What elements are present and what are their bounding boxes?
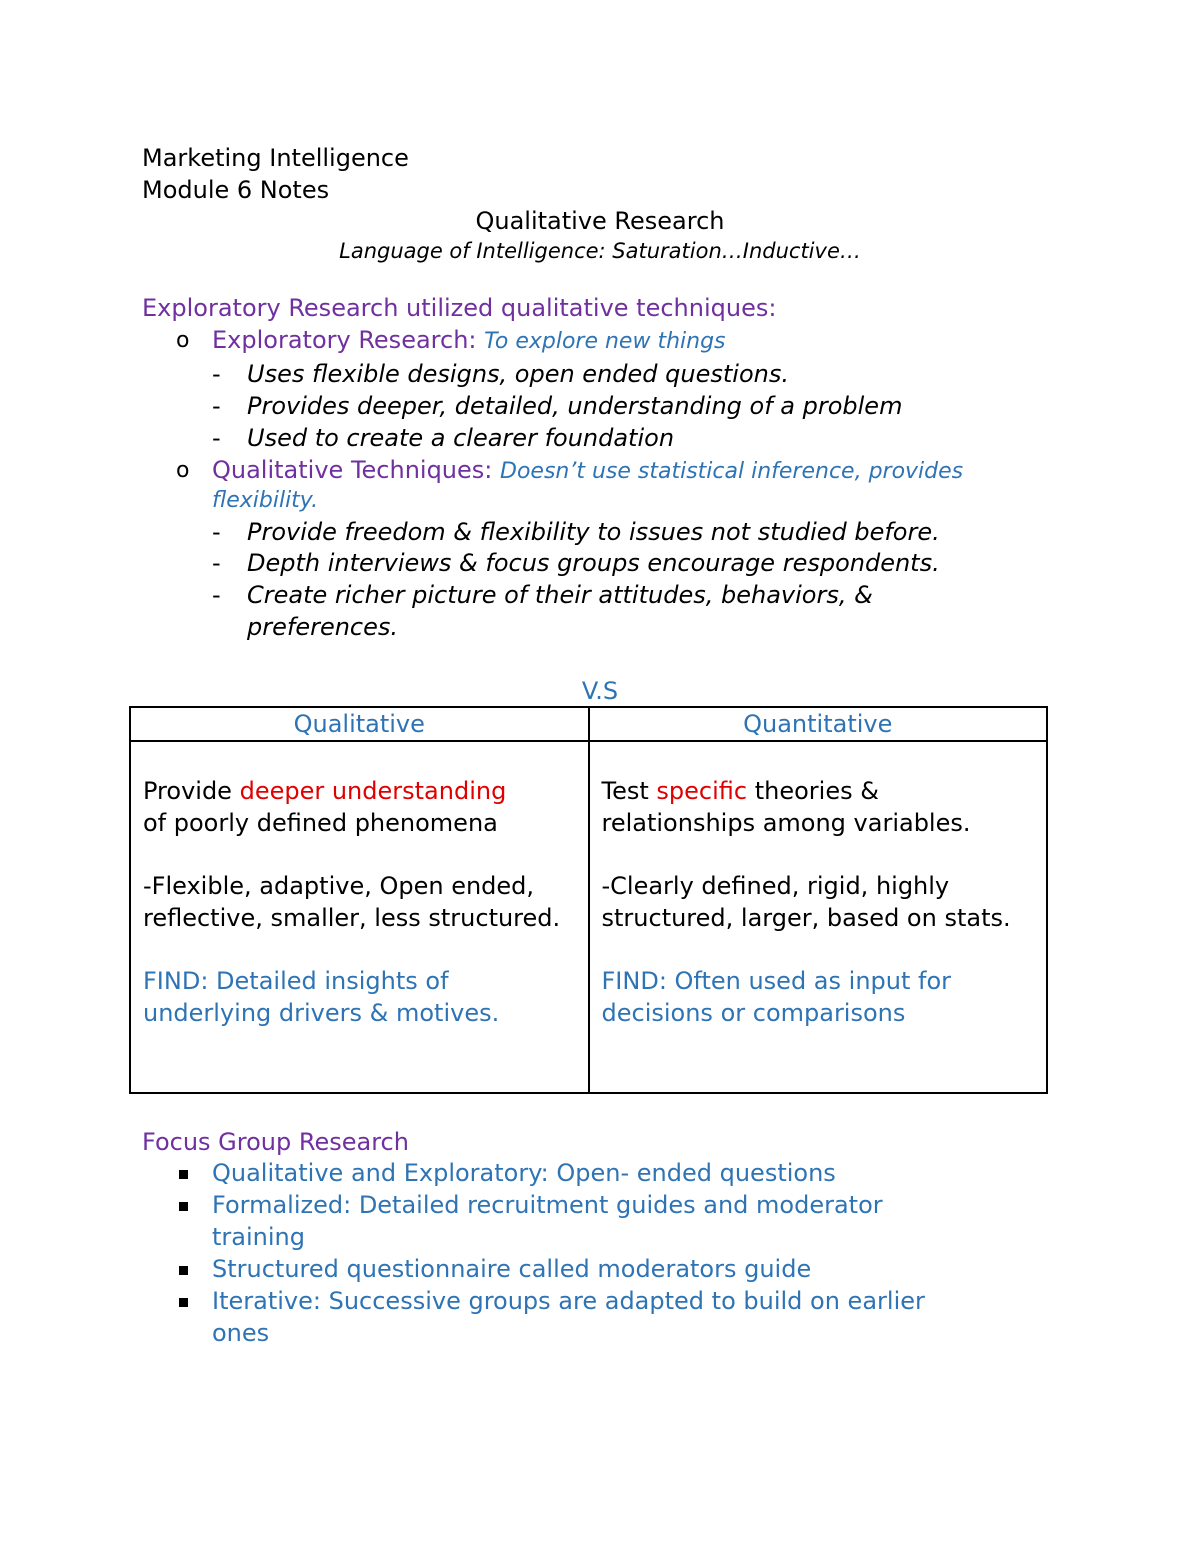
exploratory-item-desc: To explore new things [484, 329, 726, 354]
emphasis-text: deeper understanding [239, 777, 507, 805]
sub-bullet-text: Provide freedom & flexibility to issues not studied before. [247, 518, 940, 546]
square-bullet-icon [179, 1266, 188, 1275]
emphasis-text: specific [656, 777, 748, 805]
sub-bullet-text: Used to create a clearer foundation [247, 424, 675, 452]
focus-bullet-text-cont: training [212, 1223, 305, 1251]
table-header-qualitative: Qualitative [130, 707, 589, 741]
exploratory-item-desc: Doesn’t use statistical inference, provides [500, 459, 964, 484]
focus-bullet-text-cont: ones [212, 1319, 270, 1347]
focus-bullet-text: Formalized: Detailed recruitment guides and moderator [212, 1191, 883, 1219]
square-bullet-icon [179, 1202, 188, 1211]
exploratory-item-desc-cont: flexibility. [212, 488, 319, 513]
sub-bullet-text: Depth interviews & focus groups encourage respondents. [247, 549, 940, 577]
focus-bullet-text: Iterative: Successive groups are adapted to build on earlier [212, 1287, 925, 1315]
dash-bullet: - [212, 360, 221, 388]
module-title: Module 6 Notes [142, 176, 330, 204]
dash-bullet: - [212, 392, 221, 420]
exploratory-item [212, 324, 726, 358]
table-header-quantitative: Quantitative [589, 707, 1048, 741]
focus-bullet-text: Structured questionnaire called moderators guide [212, 1255, 812, 1283]
course-title: Marketing Intelligence [142, 144, 409, 172]
cell-paragraph: -Clearly defined, rigid, highly structured, larger, based on stats. [601, 872, 1011, 932]
vs-label: V.S [581, 677, 619, 705]
dash-bullet: - [212, 581, 221, 609]
dash-bullet: - [212, 549, 221, 577]
sub-bullet-text: Create richer picture of their attitudes, behaviors, & [247, 581, 873, 609]
square-bullet-icon [179, 1170, 188, 1179]
cell-find-text: FIND: Detailed insights of underlying drivers & motives. [143, 967, 500, 1027]
page-title: Qualitative Research [475, 207, 725, 235]
sub-bullet-text: Provides deeper, detailed, understanding of a problem [247, 392, 903, 420]
focus-group-heading: Focus Group Research [142, 1128, 409, 1156]
exploratory-heading: Exploratory Research utilized qualitative techniques: [142, 294, 777, 322]
table-cell-quantitative [589, 741, 1048, 1093]
exploratory-item-label: Qualitative Techniques: [212, 456, 493, 484]
circle-bullet-icon: o [176, 458, 190, 483]
exploratory-item [212, 454, 963, 488]
exploratory-item-label: Exploratory Research: [212, 326, 477, 354]
sub-bullet-text: preferences. [247, 613, 399, 641]
circle-bullet-icon: o [176, 328, 190, 353]
cell-paragraph: Test specific theories & relationships among variables. [601, 777, 971, 837]
square-bullet-icon [179, 1298, 188, 1307]
focus-bullet-text: Qualitative and Exploratory: Open- ended questions [212, 1159, 836, 1187]
cell-paragraph: Provide deeper understanding of poorly defined phenomena [143, 777, 507, 837]
table-cell-qualitative [130, 741, 589, 1093]
sub-bullet-text: Uses flexible designs, open ended questions. [247, 360, 789, 388]
dash-bullet: - [212, 518, 221, 546]
cell-find-text: FIND: Often used as input for decisions or comparisons [601, 967, 952, 1027]
cell-paragraph: -Flexible, adaptive, Open ended, reflective, smaller, less structured. [143, 872, 561, 932]
dash-bullet: - [212, 424, 221, 452]
comparison-table [129, 706, 1048, 1094]
page-subtitle: Language of Intelligence: Saturation…Inductive… [339, 239, 861, 263]
